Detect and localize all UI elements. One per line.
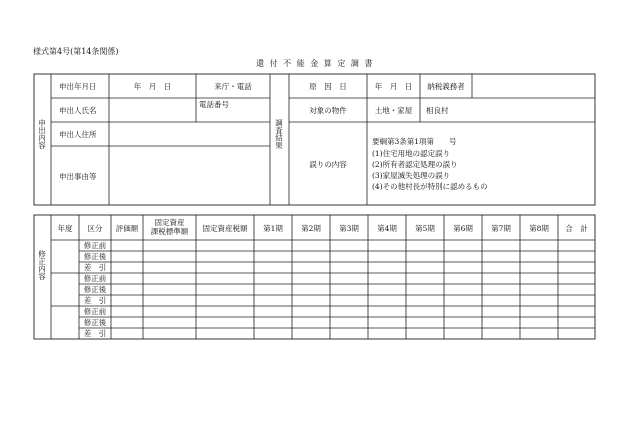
name-label: 申出人氏名 <box>59 106 97 115</box>
row-kind-diff: 差 引 <box>83 263 107 272</box>
header-period-6: 第6期 <box>453 224 473 233</box>
row-kind-before: 修正前 <box>83 241 107 250</box>
upper-side-label: 申出内容 <box>37 119 47 149</box>
header-tax-standard-line2: 課税標準額 <box>150 227 189 236</box>
taxpayer-label: 納税義務者 <box>427 82 465 91</box>
visit-label: 来庁・電話 <box>214 82 252 91</box>
document-title: 還 付 不 能 金 算 定 調 書 <box>256 59 374 68</box>
lower-table-border <box>34 215 595 339</box>
header-total: 合 計 <box>565 224 588 233</box>
upper-table-border <box>34 74 595 205</box>
header-period-4: 第4期 <box>377 224 397 233</box>
property-value: 土地・家屋 <box>374 106 413 115</box>
row-kind-after: 修正後 <box>83 252 107 261</box>
error-line: (4)その他村長が特別に認めるもの <box>372 182 488 191</box>
form-number: 様式第4号(第14条関係) <box>33 47 119 56</box>
error-line: 要綱第3条第1項第 号 <box>372 137 457 146</box>
header-period-5: 第5期 <box>415 224 435 233</box>
error-label: 誤りの内容 <box>309 160 347 169</box>
address-label: 申出人住所 <box>59 130 97 139</box>
row-kind-before: 修正前 <box>83 307 107 316</box>
header-period-3: 第3期 <box>339 224 359 233</box>
header-tax-amount: 固定資産税額 <box>202 224 248 233</box>
header-class: 区分 <box>87 224 103 233</box>
village-label: 相良村 <box>426 106 449 115</box>
cause-date-value: 年 月 日 <box>374 82 413 91</box>
cause-date-label: 原 因 日 <box>309 82 347 91</box>
error-line: (2)所有者認定処理の誤り <box>372 160 458 169</box>
row-kind-after: 修正後 <box>83 318 107 327</box>
result-label: 調査結果 <box>274 119 284 149</box>
header-period-2: 第2期 <box>301 224 321 233</box>
header-period-1: 第1期 <box>263 224 283 233</box>
property-label: 対象の物件 <box>309 106 347 115</box>
error-lines <box>372 137 488 193</box>
row-kind-before: 修正前 <box>83 274 107 283</box>
header-year: 年度 <box>57 224 73 233</box>
date-label: 申出年月日 <box>59 82 97 91</box>
error-line: (3)家屋滅失処理の誤り <box>372 171 451 180</box>
row-kind-diff: 差 引 <box>83 329 107 338</box>
row-kind-diff: 差 引 <box>83 296 107 305</box>
row-kind-after: 修正後 <box>83 285 107 294</box>
lower-side-label: 修正内容 <box>37 250 47 280</box>
header-valuation: 評価額 <box>115 224 139 233</box>
header-tax-standard <box>143 218 196 236</box>
header-period-8: 第8期 <box>529 224 549 233</box>
error-line: (1)住宅用地の認定誤り <box>372 149 451 158</box>
header-period-7: 第7期 <box>491 224 511 233</box>
date-value: 年 月 日 <box>133 82 172 91</box>
header-tax-standard-line1: 固定資産 <box>154 218 185 227</box>
reason-label: 申出事由等 <box>59 172 97 181</box>
phone-label: 電話番号 <box>199 100 229 109</box>
